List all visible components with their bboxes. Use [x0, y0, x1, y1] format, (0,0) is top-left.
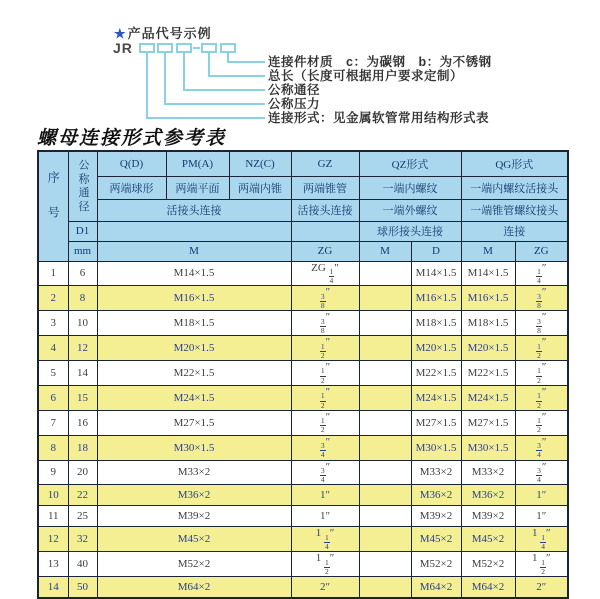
table-row	[38, 506, 568, 527]
qg-zg-cell: 2″	[515, 577, 568, 598]
seq-cell: 2	[38, 286, 68, 311]
gz-zg-cell: 1″	[291, 506, 359, 527]
qz-m-cell	[359, 435, 411, 460]
header-d1: D1	[68, 221, 97, 241]
gz-zg-cell: $\frac{1}{2}$ ″	[291, 410, 359, 435]
qg-m-cell: M33×2	[461, 460, 515, 485]
qz-m-cell	[359, 527, 411, 552]
gz-zg-cell: $\frac{3}{4}$ ″	[291, 460, 359, 485]
code-box-1	[140, 44, 154, 52]
qz-m-cell	[359, 261, 411, 286]
diagram-label-length: 总长（长度可根据用户要求定制）	[268, 69, 464, 83]
qg-zg-cell: $\frac{3}{4}$ ″	[515, 435, 568, 460]
qz-d-cell: M20×1.5	[411, 336, 461, 361]
gz-zg-cell: $\frac{3}{8}$ ″	[291, 286, 359, 311]
dn-cell: 8	[68, 286, 97, 311]
gz-zg-cell: $\frac{3}{8}$ ″	[291, 311, 359, 336]
table-row	[38, 435, 568, 460]
product-code-diagram	[0, 0, 600, 135]
header-blank-left	[97, 221, 291, 241]
header-col-nz: NZ(C)	[229, 151, 291, 176]
m-value-cell: M64×2	[97, 577, 291, 598]
m-value-cell: M24×1.5	[97, 385, 291, 410]
star-icon: ★	[114, 26, 127, 41]
qg-zg-cell: 1 $\frac{1}{4}$ ″	[515, 527, 568, 552]
header-mm: mm	[68, 241, 97, 261]
header-qz-d: D	[411, 241, 461, 261]
seq-cell: 11	[38, 506, 68, 527]
header-m-label: M	[97, 241, 291, 261]
header-qz-desc1: 一端内螺纹	[359, 176, 461, 199]
dn-cell: 16	[68, 410, 97, 435]
table-row	[38, 336, 568, 361]
diagram-title-text: 产品代号示例	[127, 26, 212, 41]
m-value-cell: M20×1.5	[97, 336, 291, 361]
qg-m-cell: M30×1.5	[461, 435, 515, 460]
diagram-label-diameter: 公称通径	[268, 83, 321, 97]
qz-d-cell: M45×2	[411, 527, 461, 552]
qz-d-cell: M22×1.5	[411, 361, 461, 386]
header-col-gz: GZ	[291, 151, 359, 176]
dn-cell: 20	[68, 460, 97, 485]
header-qg-zg: ZG	[515, 241, 568, 261]
connector-line-5	[228, 53, 265, 62]
qz-m-cell	[359, 361, 411, 386]
m-value-cell: M39×2	[97, 506, 291, 527]
table-row	[38, 527, 568, 552]
qz-d-cell: M16×1.5	[411, 286, 461, 311]
table-row	[38, 361, 568, 386]
qg-zg-cell: $\frac{1}{2}$ ″	[515, 385, 568, 410]
qz-d-cell: M27×1.5	[411, 410, 461, 435]
qz-d-cell: M39×2	[411, 506, 461, 527]
code-box-5	[221, 44, 235, 52]
gz-zg-cell: $\frac{1}{2}$ ″	[291, 385, 359, 410]
qz-d-cell: M52×2	[411, 552, 461, 577]
dn-cell: 22	[68, 485, 97, 506]
dn-cell: 32	[68, 527, 97, 552]
qg-zg-cell: $\frac{3}{8}$ ″	[515, 286, 568, 311]
qg-m-cell: M64×2	[461, 577, 515, 598]
dn-cell: 18	[68, 435, 97, 460]
header-qz-conn: 球形接头连接	[359, 221, 461, 241]
header-blank-gz	[291, 221, 359, 241]
m-value-cell: M30×1.5	[97, 435, 291, 460]
qz-m-cell	[359, 410, 411, 435]
header-union-left: 活接头连接	[97, 199, 291, 221]
header-col-pm: PM(A)	[166, 151, 229, 176]
qz-d-cell: M64×2	[411, 577, 461, 598]
gz-zg-cell: $\frac{1}{2}$ ″	[291, 336, 359, 361]
seq-cell: 3	[38, 311, 68, 336]
qg-m-cell: M27×1.5	[461, 410, 515, 435]
m-value-cell: M36×2	[97, 485, 291, 506]
qg-m-cell: M52×2	[461, 552, 515, 577]
gz-zg-cell: $\frac{1}{2}$ ″	[291, 361, 359, 386]
table-row	[38, 385, 568, 410]
connector-line-3	[184, 53, 265, 90]
table-row	[38, 261, 568, 286]
qz-d-cell: M18×1.5	[411, 311, 461, 336]
header-seq: 序号	[38, 151, 68, 261]
qz-d-cell: M36×2	[411, 485, 461, 506]
header-qg-conn: 连接	[461, 221, 568, 241]
gz-zg-cell: 1 $\frac{1}{2}$ ″	[291, 552, 359, 577]
qg-zg-cell: $\frac{1}{2}$ ″	[515, 336, 568, 361]
qg-m-cell: M20×1.5	[461, 336, 515, 361]
table-row	[38, 311, 568, 336]
gz-zg-cell: 2″	[291, 577, 359, 598]
diagram-label-connection: 连接形式：见金属软管常用结构形式表	[268, 111, 490, 125]
gz-zg-cell: ZG $\frac{1}{4}$ ″	[291, 261, 359, 286]
qz-m-cell	[359, 336, 411, 361]
dn-cell: 6	[68, 261, 97, 286]
dn-cell: 15	[68, 385, 97, 410]
qg-zg-cell: $\frac{3}{4}$ ″	[515, 460, 568, 485]
m-value-cell: M27×1.5	[97, 410, 291, 435]
qz-m-cell	[359, 485, 411, 506]
connector-line-4	[209, 53, 265, 76]
gz-zg-cell: $\frac{3}{4}$ ″	[291, 435, 359, 460]
dn-cell: 12	[68, 336, 97, 361]
m-value-cell: M18×1.5	[97, 311, 291, 336]
qz-m-cell	[359, 311, 411, 336]
qg-m-cell: M18×1.5	[461, 311, 515, 336]
qz-m-cell	[359, 552, 411, 577]
nut-connection-table	[37, 150, 569, 599]
seq-cell: 7	[38, 410, 68, 435]
code-box-2	[158, 44, 172, 52]
seq-cell: 12	[38, 527, 68, 552]
qg-zg-cell: $\frac{1}{4}$ ″	[515, 261, 568, 286]
qg-zg-cell: 1″	[515, 485, 568, 506]
qg-m-cell: M16×1.5	[461, 286, 515, 311]
qg-zg-cell: $\frac{1}{2}$ ″	[515, 361, 568, 386]
table-row	[38, 485, 568, 506]
connector-line-2	[165, 53, 265, 104]
qz-m-cell	[359, 385, 411, 410]
header-dn: 公称通径	[68, 151, 97, 221]
qg-zg-cell: 1″	[515, 506, 568, 527]
diagram-label-pressure: 公称压力	[268, 97, 321, 111]
header-qg-desc1: 一端内螺纹活接头	[461, 176, 568, 199]
table-title: 螺母连接形式参考表	[37, 128, 227, 149]
seq-cell: 14	[38, 577, 68, 598]
qg-zg-cell: 1 $\frac{1}{2}$ ″	[515, 552, 568, 577]
seq-cell: 1	[38, 261, 68, 286]
m-value-cell: M52×2	[97, 552, 291, 577]
seq-cell: 6	[38, 385, 68, 410]
seq-cell: 13	[38, 552, 68, 577]
gz-zg-cell: 1″	[291, 485, 359, 506]
gz-zg-cell: 1 $\frac{1}{4}$ ″	[291, 527, 359, 552]
qg-m-cell: M45×2	[461, 527, 515, 552]
header-col-q: Q(D)	[97, 151, 166, 176]
qg-m-cell: M39×2	[461, 506, 515, 527]
code-prefix: JR	[113, 40, 133, 56]
dn-cell: 40	[68, 552, 97, 577]
m-value-cell: M14×1.5	[97, 261, 291, 286]
seq-cell: 5	[38, 361, 68, 386]
header-qg-desc2: 一端锥管螺纹接头	[461, 199, 568, 221]
m-value-cell: M22×1.5	[97, 361, 291, 386]
header-q-desc: 两端球形	[97, 176, 166, 199]
header-col-qz: QZ形式	[359, 151, 461, 176]
table-header	[38, 151, 568, 261]
diagram-label-material: 连接件材质 c：为碳钢 b：为不锈钢	[268, 55, 492, 69]
seq-cell: 8	[38, 435, 68, 460]
header-gz-desc: 两端锥管	[291, 176, 359, 199]
qg-m-cell: M36×2	[461, 485, 515, 506]
m-value-cell: M16×1.5	[97, 286, 291, 311]
header-union-gz: 活接头连接	[291, 199, 359, 221]
table-row	[38, 552, 568, 577]
header-col-qg: QG形式	[461, 151, 568, 176]
header-pm-desc: 两端平面	[166, 176, 229, 199]
header-nz-desc: 两端内锥	[229, 176, 291, 199]
header-qz-desc2: 一端外螺纹	[359, 199, 461, 221]
seq-cell: 4	[38, 336, 68, 361]
table-row	[38, 286, 568, 311]
qg-zg-cell: $\frac{1}{2}$ ″	[515, 410, 568, 435]
m-value-cell: M33×2	[97, 460, 291, 485]
header-zg-label: ZG	[291, 241, 359, 261]
table-row	[38, 410, 568, 435]
qz-m-cell	[359, 506, 411, 527]
qz-d-cell: M30×1.5	[411, 435, 461, 460]
code-box-3	[177, 44, 191, 52]
seq-cell: 10	[38, 485, 68, 506]
header-qz-m: M	[359, 241, 411, 261]
qz-d-cell: M14×1.5	[411, 261, 461, 286]
qz-d-cell: M33×2	[411, 460, 461, 485]
table-row	[38, 577, 568, 598]
qg-m-cell: M24×1.5	[461, 385, 515, 410]
dn-cell: 14	[68, 361, 97, 386]
qg-m-cell: M22×1.5	[461, 361, 515, 386]
qz-d-cell: M24×1.5	[411, 385, 461, 410]
qg-m-cell: M14×1.5	[461, 261, 515, 286]
dn-cell: 25	[68, 506, 97, 527]
table-row	[38, 460, 568, 485]
qz-m-cell	[359, 286, 411, 311]
code-box-4	[202, 44, 216, 52]
seq-cell: 9	[38, 460, 68, 485]
table-body	[38, 261, 568, 598]
dn-cell: 10	[68, 311, 97, 336]
dn-cell: 50	[68, 577, 97, 598]
qg-zg-cell: $\frac{3}{8}$ ″	[515, 311, 568, 336]
m-value-cell: M45×2	[97, 527, 291, 552]
header-qg-m: M	[461, 241, 515, 261]
qz-m-cell	[359, 460, 411, 485]
qz-m-cell	[359, 577, 411, 598]
